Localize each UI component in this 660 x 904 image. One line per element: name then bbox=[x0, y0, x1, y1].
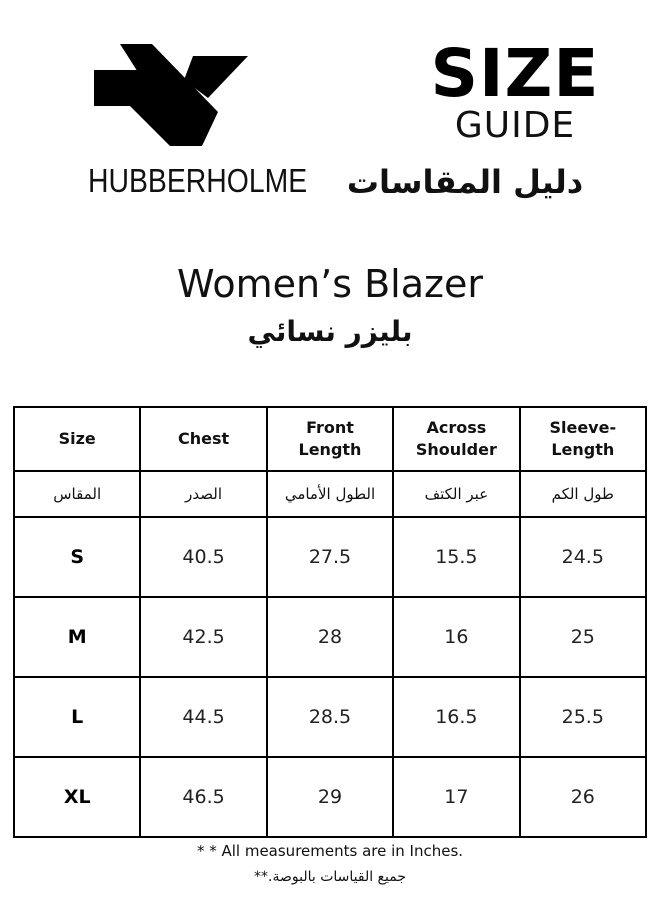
measurement-note: * * All measurements are in Inches. bbox=[196, 842, 464, 860]
header-sleeve-length: Sleeve- Length bbox=[520, 407, 646, 471]
chest-cell: 46.5 bbox=[140, 757, 266, 837]
table-row bbox=[14, 597, 646, 677]
size-cell: XL bbox=[14, 757, 140, 837]
sleeve-length-cell: 25.5 bbox=[520, 677, 646, 757]
product-title-arabic: بليزر نسائي bbox=[247, 315, 413, 348]
header-chest: Chest bbox=[140, 407, 266, 471]
chest-cell: 44.5 bbox=[140, 677, 266, 757]
measurement-note-arabic: جميع القياسات بالبوصة.** bbox=[254, 869, 406, 885]
header-across-shoulder: Across Shoulder bbox=[393, 407, 519, 471]
front-length-cell: 28 bbox=[267, 597, 393, 677]
across-shoulder-cell: 16 bbox=[393, 597, 519, 677]
header-size-arabic: المقاس bbox=[14, 471, 140, 517]
header-sleeve-length-arabic: طول الكم bbox=[520, 471, 646, 517]
size-cell: S bbox=[14, 517, 140, 597]
across-shoulder-cell: 15.5 bbox=[393, 517, 519, 597]
table-row bbox=[14, 757, 646, 837]
size-cell: M bbox=[14, 597, 140, 677]
product-title: Women’s Blazer bbox=[177, 262, 483, 306]
table-header-row-arabic bbox=[14, 471, 646, 517]
header-chest-arabic: الصدر bbox=[140, 471, 266, 517]
sleeve-length-cell: 25 bbox=[520, 597, 646, 677]
table-row bbox=[14, 677, 646, 757]
size-table bbox=[13, 406, 647, 838]
size-guide-title: SIZE bbox=[430, 35, 600, 112]
front-length-cell: 27.5 bbox=[267, 517, 393, 597]
front-length-cell: 28.5 bbox=[267, 677, 393, 757]
across-shoulder-cell: 17 bbox=[393, 757, 519, 837]
sleeve-length-cell: 24.5 bbox=[520, 517, 646, 597]
brand-name: HUBBERHOLME bbox=[88, 162, 308, 199]
chest-cell: 42.5 bbox=[140, 597, 266, 677]
across-shoulder-cell: 16.5 bbox=[393, 677, 519, 757]
size-cell: L bbox=[14, 677, 140, 757]
front-length-cell: 29 bbox=[267, 757, 393, 837]
table-row bbox=[14, 517, 646, 597]
header-front-length-arabic: الطول الأمامي bbox=[267, 471, 393, 517]
size-guide-title-arabic: دليل المقاسات bbox=[346, 163, 584, 201]
table-header-row bbox=[14, 407, 646, 471]
header-size: Size bbox=[14, 407, 140, 471]
header-across-shoulder-arabic: عبر الكتف bbox=[393, 471, 519, 517]
chest-cell: 40.5 bbox=[140, 517, 266, 597]
header-front-length: Front Length bbox=[267, 407, 393, 471]
hubberholme-chevron-logo-icon bbox=[90, 40, 250, 155]
size-guide-subtitle: GUIDE bbox=[454, 105, 576, 146]
sleeve-length-cell: 26 bbox=[520, 757, 646, 837]
